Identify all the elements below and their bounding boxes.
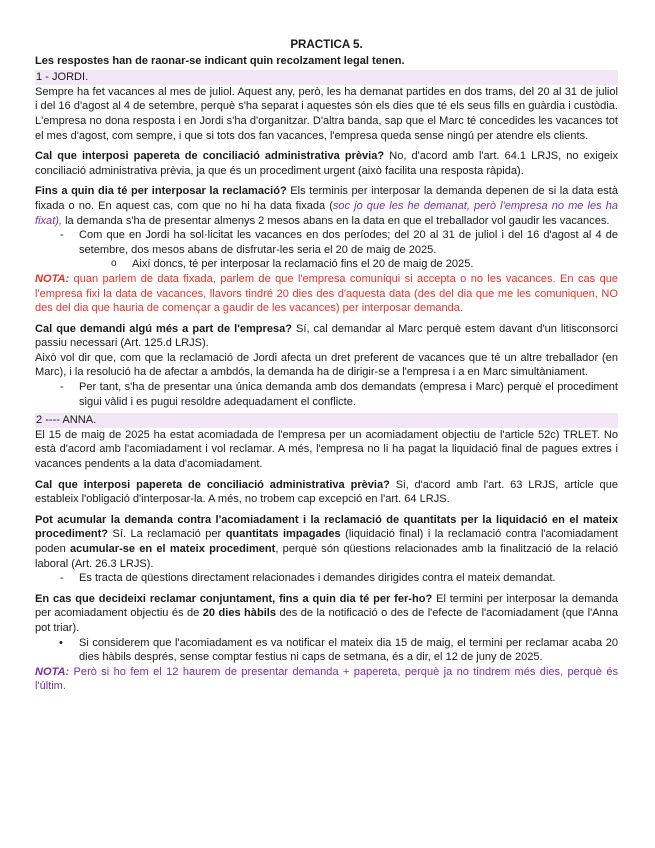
case-1-sub-bullet <box>35 257 618 272</box>
case-1-answer-3-detail: Això vol dir que, com que la reclamació de Jordi afecta un dret preferent de vacances que té un altre treballador (en Marc), i la resolució ha de afectar a ambdós, la demanda ha de dirigir-se a l'empresa i a en Marc simultàniament. <box>35 351 618 379</box>
case-2-question-3 <box>35 592 618 636</box>
answer-text: la demanda s'ha de presentar almenys 2 mesos abans en la data en que el treballador vol gaudir les vacances. <box>62 214 610 227</box>
case-1-statement: Sempre ha fet vacances al mes de juliol. Aquest any, però, les ha demanat partides en dos trams, del 20 al 31 de juliol i del 16 d'agost al 4 de setembre, perquè s'ha separat i aquestes són els dies que té els seus fills en guàrdia i custòdia. L'empresa no dona resposta i en Jordi s'ha d'organitzar. D'altra banda, sap que el Marc té concedides les vacances tot el mes d'agost, com sempre, i que si tots dos fan vacances, l'empresa queda sense ningú per atendre els clients. <box>35 85 618 142</box>
dash-marker: - <box>60 229 64 242</box>
case-2-question-2 <box>35 513 618 571</box>
document-instructions: Les respostes han de raonar-se indicant quin recolzament legal tenen. <box>35 54 405 67</box>
case-2-statement: El 15 de maig de 2025 ha estat acomiadada de l'empresa per un acomiadament objectiu de l'article 52c) TRLET. No està d'acord amb l'acomiadament i vol reclamar. A més, l'empresa no li ha pagat la liquidació final de pagues extres i vacances pendents a la data d'acomiadament. <box>35 428 618 471</box>
question-text: Cal que demandi algú més a part de l'empresa? <box>35 322 293 335</box>
answer-emphasis: 20 dies hàbils <box>202 607 276 620</box>
case-1-note <box>35 272 618 316</box>
case-1-question-1 <box>35 149 618 178</box>
question-text: Pot acumular la demanda contra l'acomiadament i la reclamació de quantitats per la liquidació en el mateix procediment? <box>35 513 618 541</box>
question-text: Fins a quin dia té per interposar la reclamació? <box>35 185 287 198</box>
question-text: En cas que decideixi reclamar conjuntament, fins a quin dia té per fer-ho? <box>35 592 433 605</box>
document-title: PRACTICA 5. <box>290 38 363 51</box>
circle-marker: o <box>111 258 117 270</box>
bullet-text: Per tant, s'ha de presentar una única demanda amb dos demandats (empresa i Marc) perquè el procediment sigui vàlid i es pugui resoldre adequadament el conflicte. <box>79 381 618 408</box>
dot-marker: • <box>59 636 63 649</box>
note-text: quan parlem de data fixada, parlem de que l'empresa comuniqui si accepta o no les vacances. En cas que l'empresa fixi la data de vacances, llavors tindré 20 dies des d'aquesta data (des del dia que me les comuniquen, NO des del dia que hauria de començar a gaudir de les vacances) per interposar demanda. <box>35 272 618 315</box>
note-label: NOTA: <box>35 272 70 285</box>
case-2-question-1 <box>35 478 618 507</box>
answer-aside: soc jo que les he demanat, però l'empresa no me les ha fixat), <box>35 199 618 227</box>
case-1-question-2 <box>35 184 618 228</box>
document-body <box>35 38 618 694</box>
answer-text: El termini per interposar la demanda per acomiadament objectiu és de <box>35 592 619 620</box>
answer-text: Si, d'acord amb l'art. 63 LRJS, article que estableix l'obligació d'interposar-la. A més, no trobem cap excepció en l'art. 64 LRJS. <box>35 478 618 506</box>
bullet-text: Així doncs, té per interposar la reclamació fins el 20 de maig de 2025. <box>132 258 474 271</box>
case-1-heading: 1 - JORDI. <box>35 70 618 85</box>
answer-text: No, d'acord amb l'art. 64.1 LRJS, no exigeix conciliació administrativa prèvia, ja que és un procediment urgent (això facilita una resposta ràpida). <box>35 150 618 177</box>
answer-emphasis: quantitats impagades <box>225 528 341 541</box>
bullet-text: Si considerem que l'acomiadament es va notificar el mateix dia 15 de maig, el termini per reclamar acaba 20 dies hàbils després, sense comptar festius ni caps de setmana, és a dir, el 12 de juny de 2025. <box>79 636 618 664</box>
case-1-bullet-2 <box>35 380 618 409</box>
case-2-note <box>35 665 618 694</box>
answer-text: (liquidació final) i la reclamació contra l'acomiadament poden <box>35 528 618 555</box>
case-2-bullet-2 <box>35 636 618 665</box>
answer-text: Sí. La reclamació per <box>108 528 226 541</box>
answer-text: Els terminis per interposar la demanda depenen de si la data està fixada o no. En aquest cas, com que no hi ha data fixada ( <box>35 185 618 212</box>
question-text: Cal que interposi papereta de conciliació administrativa prèvia? <box>35 150 385 163</box>
case-1-bullet-1 <box>35 228 618 257</box>
note-text: Però si ho fem el 12 haurem de presentar demanda + papereta, perquè ja no tindrem més dies, perquè és l'últim. <box>35 665 618 693</box>
bullet-text: Es tracta de qüestions directament relacionades i demandes dirigides contra el mateix demandat. <box>79 572 556 585</box>
answer-text: des de la notificació o des de l'efecte de l'acomiadament (que l'Anna pot triar). <box>35 607 618 634</box>
bullet-text: Com que en Jordi ha sol·licitat les vacances en dos períodes; del 20 al 31 de juliol i del 16 d'agost al 4 de setembre, dos mesos abans de disfrutar-les seria el 20 de maig de 2025. <box>79 229 618 256</box>
case-2-heading: 2 ---- ANNA. <box>35 413 618 428</box>
answer-text: Sí, cal demandar al Marc perquè estem davant d'un litisconsorci passiu necessari (Art. 125.d LRJS). <box>35 322 618 350</box>
note-label: NOTA: <box>35 665 70 678</box>
case-1-question-3 <box>35 322 618 351</box>
question-text: Cal que interposi papereta de conciliació administrativa prèvia? <box>35 478 390 491</box>
dash-marker: - <box>60 572 64 585</box>
answer-emphasis: acumular-se en el mateix procediment <box>69 543 276 555</box>
answer-text: , perquè són qüestions relacionades amb la finalització de la relació laboral (Art. 26.3 LRJS). <box>35 543 618 570</box>
dash-marker: - <box>60 381 64 394</box>
case-2-bullet-1 <box>35 571 618 586</box>
